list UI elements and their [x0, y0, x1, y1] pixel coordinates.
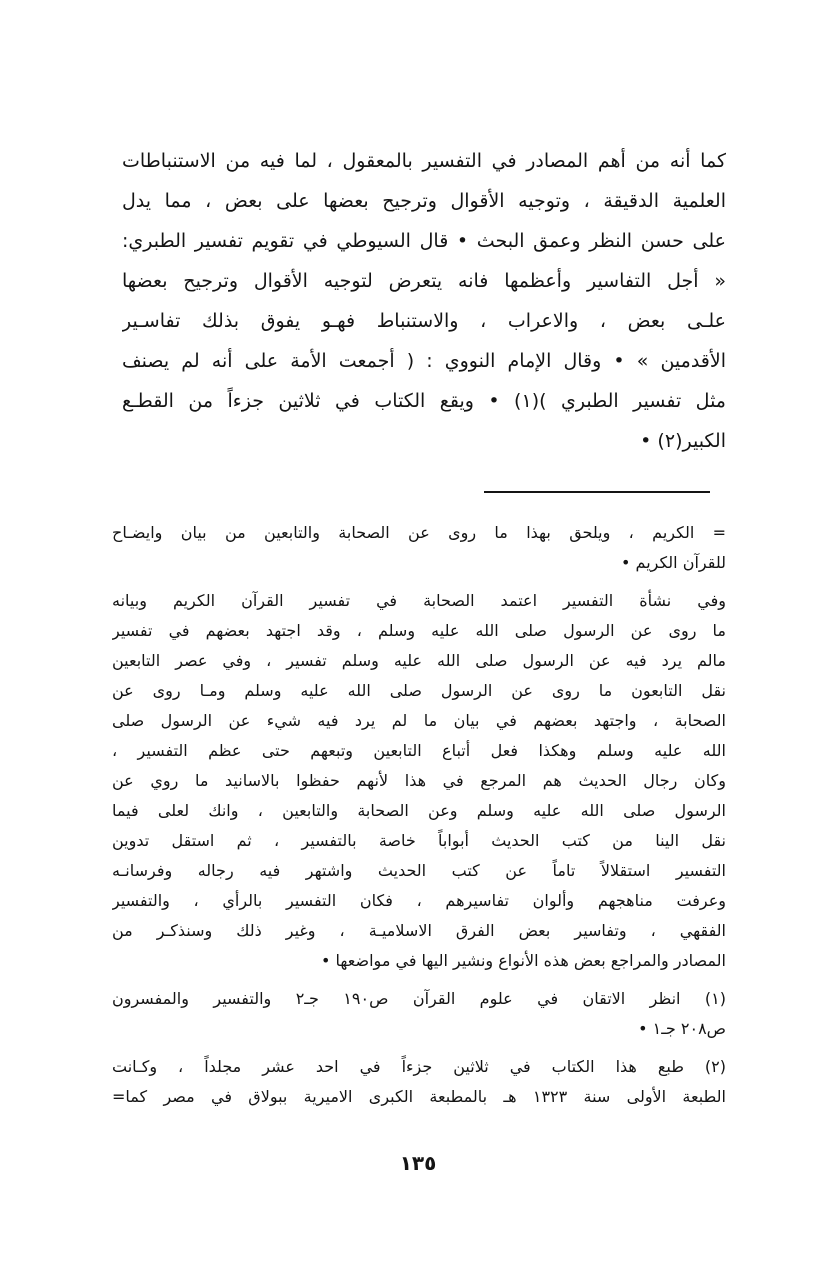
footnote-paragraph-line: مالم يرد فيه عن الرسول صلى الله عليه وسلم تفسير ، وفي عصر التابعين	[112, 651, 726, 670]
main-text-line: مثل تفسير الطبري )(١) • ويقع الكتاب في ثلاثين جزءاً من القطـع	[122, 390, 726, 412]
main-text-line: العلمية الدقيقة ، وتوجيه الأقوال وترجيح بعضها على بعض ، مما يدل	[122, 190, 726, 212]
footnote-paragraph-line: الفقهي ، وتفاسير بعض الفرق الاسلاميـة ، وغير ذلك وسنذكـر من	[112, 921, 726, 940]
main-text-block	[122, 141, 726, 461]
footnote-paragraph-line: وفي نشأة التفسير اعتمد الصحابة في تفسير القرآن الكريم وبيانه	[112, 591, 726, 610]
footnote-block	[112, 518, 726, 1112]
footnote-2-line: الطبعة الأولى سنة ١٣٢٣ هـ بالمطبعة الكبرى الاميرية ببولاق في مصر كما=	[112, 1087, 726, 1106]
main-text-line: الكبير(٢) •	[640, 430, 726, 452]
main-text-line: « أجل التفاسير وأعظمها فانه يتعرض لتوجيه الأقوال وترجيح بعضها	[122, 270, 726, 292]
footnote-1-line: ص٢٠٨ جـ١ •	[638, 1019, 726, 1038]
main-text-line: كما أنه من أهم المصادر في التفسير بالمعقول ، لما فيه من الاستنباطات	[122, 150, 726, 172]
footnote-paragraph-line: وعرفت مناهجهم وألوان تفاسيرهم ، فكان التفسير بالرأي ، والتفسير	[112, 891, 726, 910]
footnote-divider	[484, 491, 710, 493]
footnote-1-line: (١) انظر الاتقان في علوم القرآن ص١٩٠ جـ٢ والتفسير والمفسرون	[112, 989, 726, 1008]
page-number: ١٣٥	[399, 1151, 437, 1175]
footnote-2-line: (٢) طبع هذا الكتاب في ثلاثين جزءاً في احد عشر مجلداً ، وكـانت	[112, 1057, 726, 1076]
main-text-line: على حسن النظر وعمق البحث • قال السيوطي في تقويم تفسير الطبري:	[122, 230, 726, 252]
footnote-paragraph-line: الرسول صلى الله عليه وسلم وعن الصحابة والتابعين ، وانك لعلى فيما	[112, 801, 726, 820]
main-text-line: الأقدمين » • وقال الإمام النووي : ( أجمعت الأمة على أنه لم يصنف	[122, 350, 726, 372]
footnote-paragraph-line: الله عليه وسلم وهكذا فعل أتباع التابعين وتبعهم حتى عظم التفسير ،	[112, 741, 726, 760]
footnote-paragraph-line: نقل الينا من كتب الحديث أبواباً خاصة بالتفسير ، ثم استقل تدوين	[112, 831, 726, 850]
footnote-paragraph-line: الصحابة ، واجتهد بعضهم في بيان ما لم يرد فيه شيء عن الرسول صلى	[112, 711, 726, 730]
footnote-paragraph-line: وكان رجال الحديث هم المرجع في هذا لأنهم حفظوا بالاسانيد ما روي عن	[112, 771, 726, 790]
main-text-line: علـى بعض ، والاعراب ، والاستنباط فهـو يفوق بذلك تفاسـير	[122, 310, 726, 332]
footnote-continuation-line: للقرآن الكريم •	[621, 553, 726, 572]
footnote-paragraph-line: ما روى عن الرسول صلى الله عليه وسلم ، وقد اجتهد بعضهم في تفسير	[112, 621, 726, 640]
footnote-paragraph-line: المصادر والمراجع بعض هذه الأنواع ونشير اليها في مواضعها •	[321, 951, 726, 970]
footnote-continuation-line: = الكريم ، ويلحق بهذا ما روى عن الصحابة والتابعين من بيان وايضـاح	[112, 523, 726, 542]
footnote-paragraph-line: نقل التابعون ما روى عن الرسول صلى الله عليه وسلم ومـا روى عن	[112, 681, 726, 700]
footnote-paragraph-line: التفسير استقلالاً تاماً عن كتب الحديث واشتهر فيه رجاله وفرسانـه	[112, 861, 726, 880]
